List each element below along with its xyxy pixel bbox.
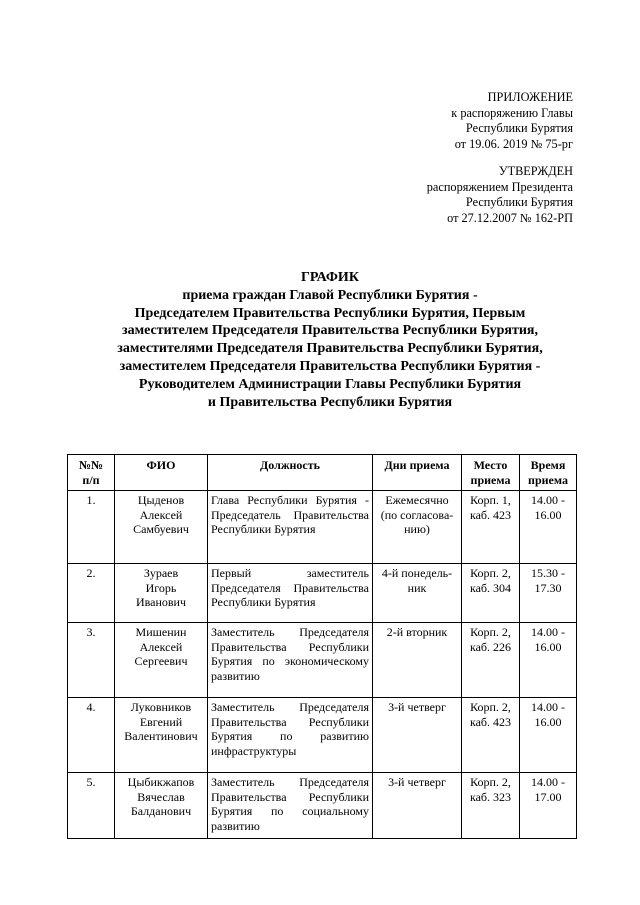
approved-stamp (427, 164, 573, 227)
cell-days: Ежемесячно (по согласова- нию) (373, 491, 462, 564)
schedule-table (67, 454, 577, 839)
appendix-title: ПРИЛОЖЕНИЕ (487, 90, 573, 104)
title-line-2: Председателем Правительства Республики Бурятия, Первым (134, 305, 526, 321)
cell-days: 3-й четверг (373, 773, 462, 839)
cell-days: 2-й вторник (373, 623, 462, 698)
cell-time: 14.00 - 16.00 (520, 623, 577, 698)
title-line-7: и Правительства Республики Бурятия (207, 394, 453, 410)
approved-line-1: распоряжением Президента (426, 179, 573, 194)
header-fio: ФИО (115, 455, 208, 491)
cell-num: 2. (68, 564, 115, 623)
cell-fio: Цыбикжапов Вячеслав Балданович (115, 773, 208, 839)
title-line-5: заместителем Председателя Правительства Республики Бурятия - (119, 358, 541, 374)
cell-num: 4. (68, 698, 115, 773)
cell-fio: Мишенин Алексей Сергеевич (115, 623, 208, 698)
cell-time: 14.00 - 17.00 (520, 773, 577, 839)
approved-title: УТВЕРЖДЕН (498, 164, 573, 178)
appendix-line-1: к распоряжению Главы (451, 105, 573, 120)
title-line-1: приема граждан Главой Республики Бурятия - (182, 287, 478, 303)
cell-place: Корп. 2, каб. 423 (462, 698, 520, 773)
table-row (68, 491, 577, 564)
cell-position: Заместитель Председателя Правительства Республики Бурятия по развитию инфраструктуры (208, 698, 373, 773)
title-line-4: заместителями Председателя Правительства Республики Бурятия, (117, 341, 543, 357)
cell-position: Первый заместитель Председателя Правительства Республики Бурятия (208, 564, 373, 623)
cell-position: Глава Республики Бурятия - Председатель Правительства Республики Бурятия (208, 491, 373, 564)
table-row (68, 698, 577, 773)
appendix-stamp (451, 90, 573, 153)
table-row (68, 623, 577, 698)
document-title (60, 269, 600, 411)
header-num: №№ п/п (68, 455, 115, 491)
cell-num: 1. (68, 491, 115, 564)
table-row (68, 564, 577, 623)
title-heading: ГРАФИК (301, 270, 359, 285)
cell-fio: Цыденов Алексей Самбуевич (115, 491, 208, 564)
table-header-row (68, 455, 577, 491)
cell-num: 5. (68, 773, 115, 839)
cell-place: Корп. 2, каб. 304 (462, 564, 520, 623)
cell-place: Корп. 1, каб. 423 (462, 491, 520, 564)
title-line-3: заместителем Председателя Правительства Республики Бурятия, (122, 323, 538, 339)
approved-line-2: Республики Бурятия (465, 195, 573, 210)
cell-position: Заместитель Председателя Правительства Республики Бурятия по социальному развитию (208, 773, 373, 839)
cell-days: 3-й четверг (373, 698, 462, 773)
header-position: Должность (208, 455, 373, 491)
cell-place: Корп. 2, каб. 323 (462, 773, 520, 839)
header-days: Дни приема (373, 455, 462, 491)
cell-fio: Луковников Евгений Валентинович (115, 698, 208, 773)
cell-fio: Зураев Игорь Иванович (115, 564, 208, 623)
cell-num: 3. (68, 623, 115, 698)
cell-time: 14.00 - 16.00 (520, 698, 577, 773)
cell-time: 15.30 - 17.30 (520, 564, 577, 623)
header-place: Место приема (462, 455, 520, 491)
title-line-6: Руководителем Администрации Главы Республики Бурятия (138, 376, 522, 392)
table-row (68, 773, 577, 839)
appendix-line-2: Республики Бурятия (465, 121, 573, 136)
cell-place: Корп. 2, каб. 226 (462, 623, 520, 698)
approved-line-3: от 27.12.2007 № 162-РП (447, 211, 573, 226)
cell-position: Заместитель Председателя Правительства Республики Бурятия по экономическому развитию (208, 623, 373, 698)
cell-days: 4-й понедель- ник (373, 564, 462, 623)
header-time: Время приема (520, 455, 577, 491)
appendix-line-3: от 19.06. 2019 № 75-рг (454, 137, 573, 152)
cell-time: 14.00 - 16.00 (520, 491, 577, 564)
